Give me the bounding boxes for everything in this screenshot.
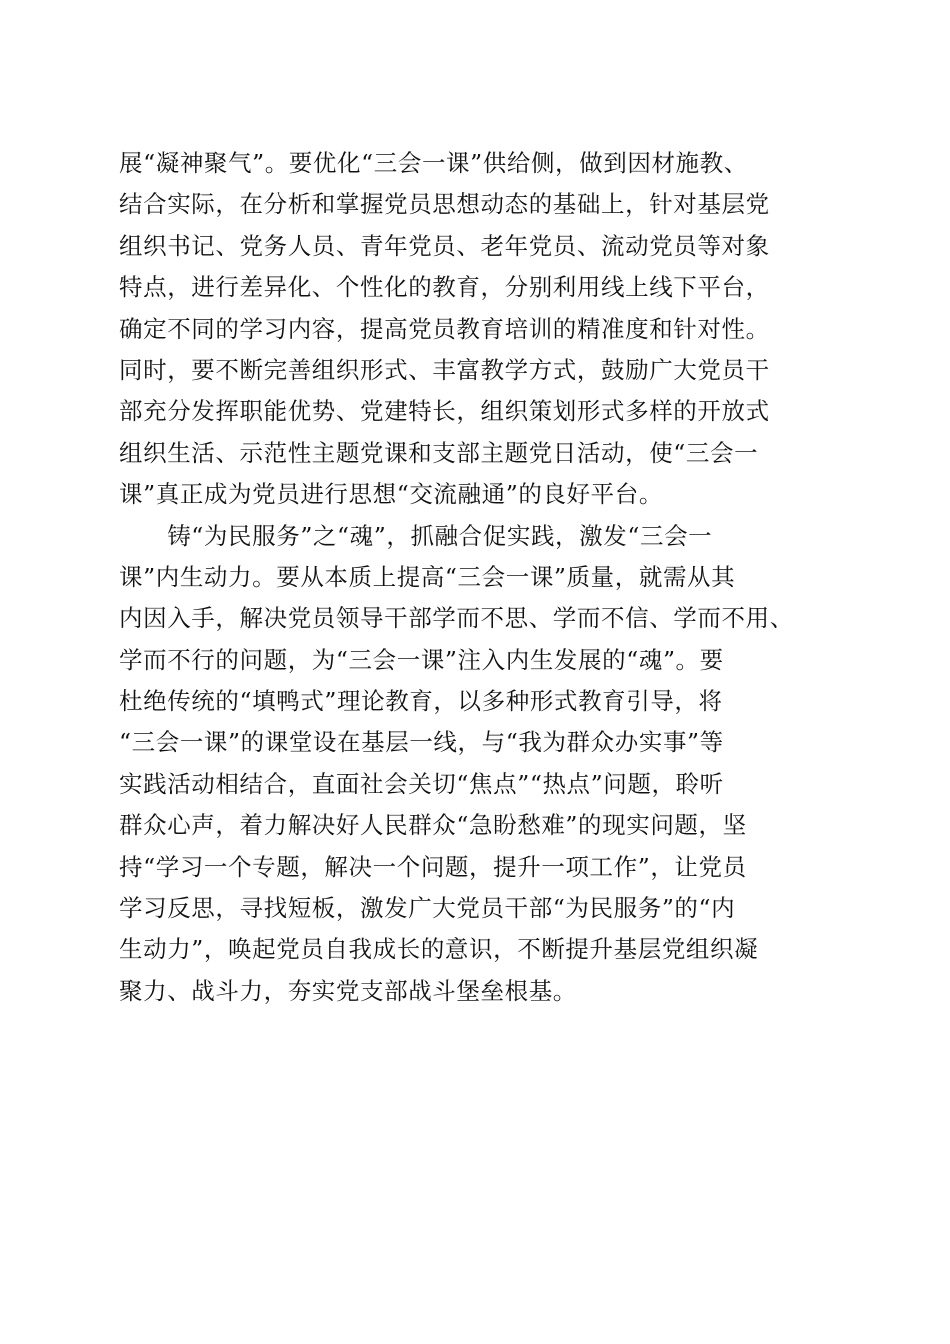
text-line: 内因入手，解决党员领导干部学而不思、学而不信、学而不用、 [119,604,794,633]
text-line: 生动力”，唤起党员自我成长的意识，不断提升基层党组织凝 [119,935,759,964]
body-text [119,143,839,1012]
text-line: 学习反思，寻找短板，激发广大党员干部“为民服务”的“内 [119,894,736,923]
text-line: 组织生活、示范性主题党课和支部主题党日活动，使“三会一 [119,438,759,467]
text-line: 课”内生动力。要从本质上提高“三会一课”质量，就需从其 [119,562,736,591]
text-line: 实践活动相结合，直面社会关切“焦点”“热点”问题，聆听 [119,769,724,798]
text-line: 持“学习一个专题，解决一个问题，提升一项工作”，让党员 [119,852,747,881]
text-line: “三会一课”的课堂设在基层一线，与“我为群众办实事”等 [119,728,724,757]
text-line: 聚力、战斗力，夯实党支部战斗堡垒根基。 [119,976,577,1005]
text-line: 结合实际，在分析和掌握党员思想动态的基础上，针对基层党 [119,190,770,219]
text-line: 部充分发挥职能优势、党建特长，组织策划形式多样的开放式 [119,397,770,426]
text-line: 杜绝传统的“填鸭式”理论教育，以多种形式教育引导，将 [119,687,723,716]
text-line: 组织书记、党务人员、青年党员、老年党员、流动党员等对象 [119,231,770,260]
text-line: 课”真正成为党员进行思想“交流融通”的良好平台。 [119,480,663,509]
text-line: 确定不同的学习内容，提高党员教育培训的精准度和针对性。 [119,314,770,343]
text-line: 同时，要不断完善组织形式、丰富教学方式，鼓励广大党员干 [119,355,770,384]
text-line: 特点，进行差异化、个性化的教育，分别利用线上线下平台， [119,273,770,302]
text-line: 学而不行的问题，为“三会一课”注入内生发展的“魂”。要 [119,645,724,674]
text-line: 展“凝神聚气”。要优化“三会一课”供给侧，做到因材施教、 [119,149,748,177]
text-line: 群众心声，着力解决好人民群众“急盼愁难”的现实问题，坚 [119,811,747,840]
paragraph-start-line: 铸“为民服务”之“魂”，抓融合促实践，激发“三会一 [119,521,713,550]
